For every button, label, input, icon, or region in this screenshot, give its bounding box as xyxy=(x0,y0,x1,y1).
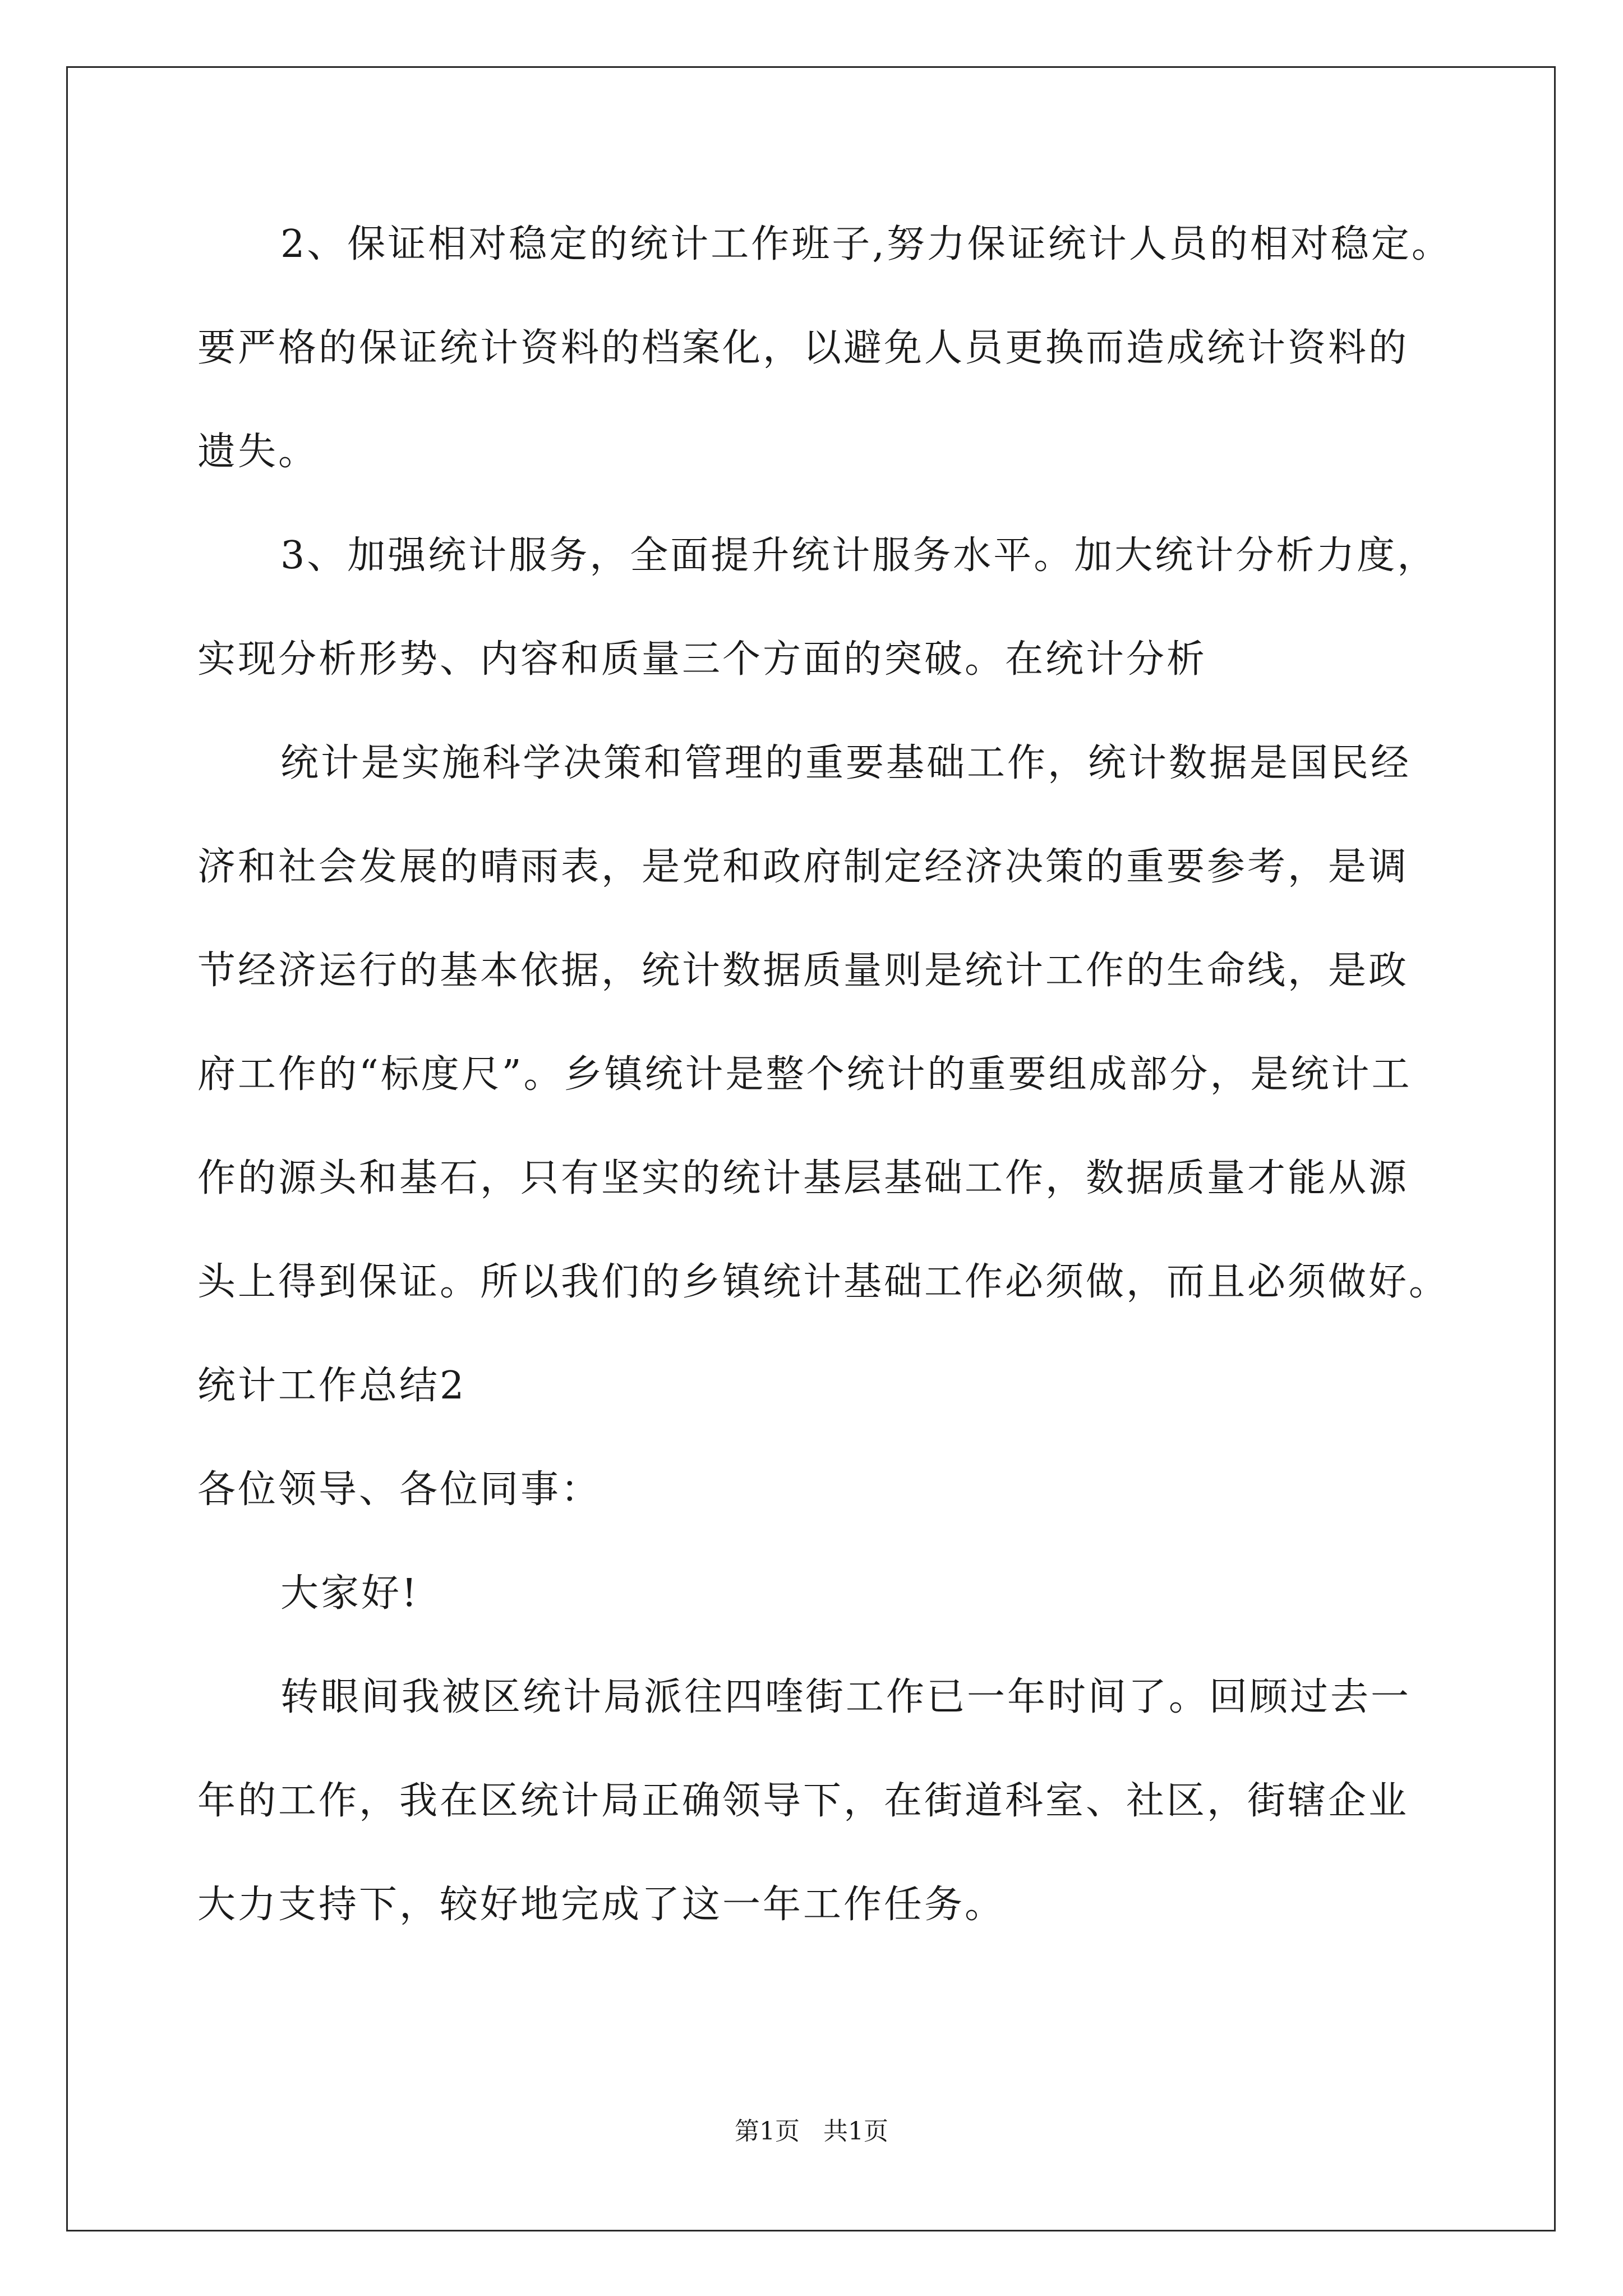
section-heading: 统计工作总结2 xyxy=(197,1364,467,1408)
paragraph-line: 头上得到保证。所以我们的乡镇统计基础工作必须做，而且必须做好。 xyxy=(197,1260,1450,1304)
paragraph-line: 年的工作，我在区统计局正确领导下，在街道科室、社区，街辖企业 xyxy=(197,1779,1409,1823)
paragraph-line: 转眼间我被区统计局派往四喹街工作已一年时间了。回顾过去一 xyxy=(280,1675,1412,1719)
paragraph-line: 3、加强统计服务，全面提升统计服务水平。加大统计分析力度， xyxy=(280,533,1438,578)
greeting: 大家好! xyxy=(280,1571,419,1616)
paragraph-line: 要严格的保证统计资料的档案化，以避免人员更换而造成统计资料的 xyxy=(197,326,1409,370)
paragraph-line: 节经济运行的基本依据，统计数据质量则是统计工作的生命线，是政 xyxy=(197,949,1409,993)
paragraph-line: 统计是实施科学决策和管理的重要基础工作，统计数据是国民经 xyxy=(280,741,1412,785)
paragraph-line: 遗失。 xyxy=(197,430,319,474)
salutation: 各位领导、各位同事： xyxy=(197,1467,602,1512)
paragraph-line: 实现分析形势、内容和质量三个方面的突破。在统计分析 xyxy=(197,637,1207,682)
paragraph-line: 大力支持下，较好地完成了这一年工作任务。 xyxy=(197,1883,1006,1927)
paragraph-line: 济和社会发展的晴雨表，是党和政府制定经济决策的重要参考，是调 xyxy=(197,845,1409,889)
paragraph-line: 2、保证相对稳定的统计工作班子,努力保证统计人员的相对稳定。 xyxy=(280,222,1452,266)
page-footer: 第1页 共1页 xyxy=(735,2117,888,2146)
paragraph-line: 府工作的“标度尺”。乡镇统计是整个统计的重要组成部分，是统计工 xyxy=(197,1052,1412,1097)
paragraph-line: 作的源头和基石，只有坚实的统计基层基础工作，数据质量才能从源 xyxy=(197,1156,1409,1200)
